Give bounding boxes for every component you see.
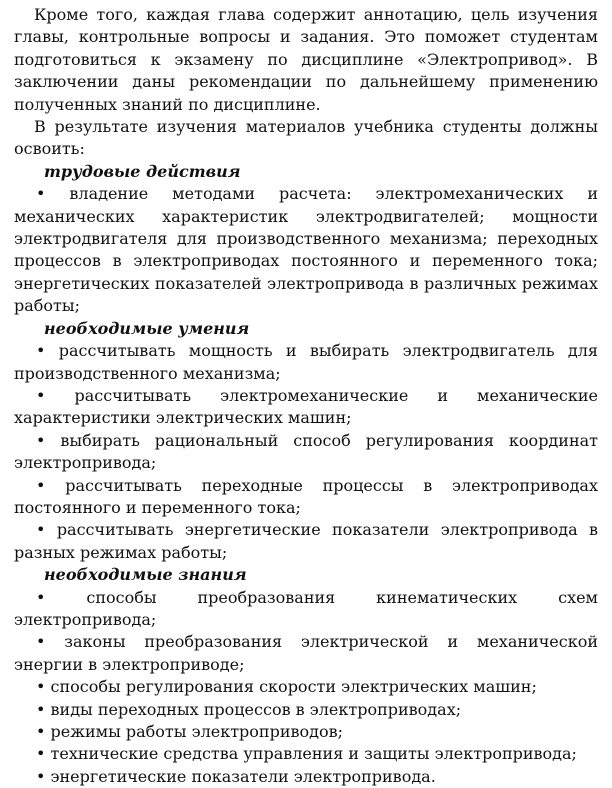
list-item: • рассчитывать энергетические показатели электропривода в разных режимах работы; bbox=[14, 520, 598, 562]
intro-paragraph: В результате изучения материалов учебника студенты должны освоить: bbox=[14, 117, 598, 159]
intro-paragraph: Кроме того, каждая глава содержит аннотацию, цель изучения главы, контрольные вопросы и задания. Это поможет студентам подготовиться к экзамену по дисциплине «Электропривод». В заключении даны рекомендации по дальнейшему применению полученных знаний по дисциплине. bbox=[14, 5, 598, 114]
list-item: • рассчитывать электромеханические и механические характеристики электрических машин; bbox=[14, 385, 598, 428]
list-item: • рассчитывать переходные процессы в электроприводах постоянного и переменного тока; bbox=[14, 475, 598, 517]
list-item: • законы преобразования электрической и механической энергии в электроприводе; bbox=[14, 632, 598, 674]
list-item: • режимы работы электроприводов; bbox=[36, 722, 344, 741]
list-item: • владение методами расчета: электромеханических и механических характеристик электродвигателей; мощности электродвигателя для производственного механизма; переходных процессов в электроприводах постоянного и переменного тока; энергетических показателей электропривода в различных режимах работы; bbox=[14, 184, 598, 316]
list-item: • способы преобразования кинематических схем электропривода; bbox=[14, 587, 598, 629]
list-item: • энергетические показатели электропривода. bbox=[36, 766, 436, 786]
list-item: • технические средства управления и защиты электропривода; bbox=[36, 744, 577, 764]
list-item: • рассчитывать мощность и выбирать электродвигатель для производственного механизма; bbox=[14, 341, 598, 383]
section-heading-labor-actions: трудовые действия bbox=[44, 161, 241, 181]
list-item: • выбирать рациональный способ регулирования координат электропривода; bbox=[14, 430, 598, 473]
section-heading-required-knowledge: необходимые знания bbox=[44, 565, 247, 585]
section-heading-required-skills: необходимые умения bbox=[44, 318, 250, 338]
list-item: • виды переходных процессов в электроприводах; bbox=[36, 699, 462, 719]
list-item: • способы регулирования скорости электрических машин; bbox=[36, 677, 537, 697]
